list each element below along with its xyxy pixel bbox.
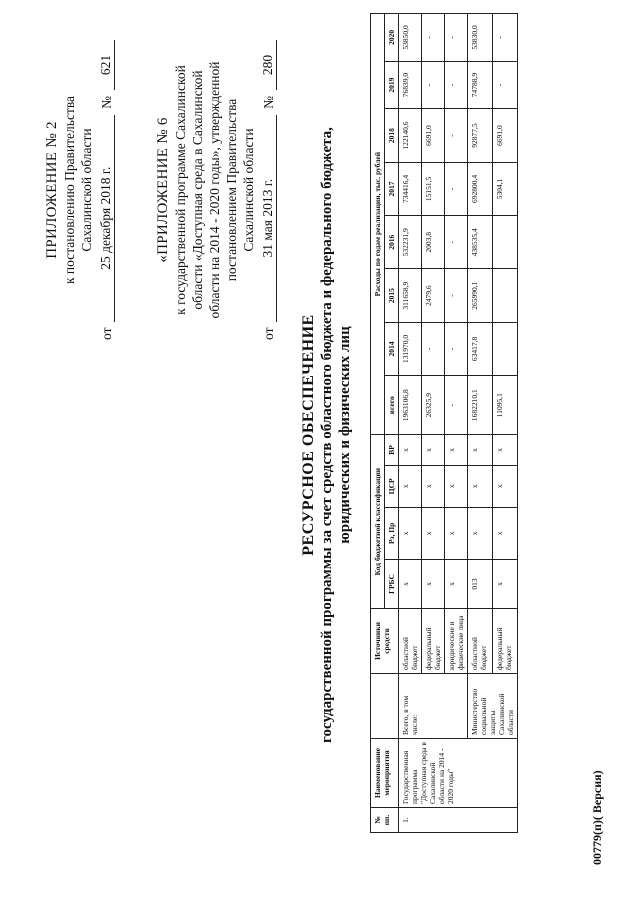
row-source: областной бюджет — [399, 609, 422, 674]
row-source: федеральный бюджет — [422, 609, 445, 674]
cell-year: 122140,6 — [399, 109, 422, 162]
col-num-header: № пп. — [371, 808, 399, 833]
col-rzpr-header: Рз, Пр — [385, 507, 399, 559]
cell-grbs: x — [493, 559, 518, 608]
appendix-2-num-label: № — [99, 96, 114, 109]
row-sub: Министерство социальной защиты Сахалинской области — [468, 674, 518, 739]
cell-year: 131970,0 — [399, 322, 422, 375]
cell-rzpr: x — [445, 507, 468, 559]
cell-vr: x — [445, 435, 468, 466]
cell-csr: x — [445, 465, 468, 507]
appendix-6-header — [155, 40, 277, 340]
cell-year: 92877,5 — [468, 109, 493, 162]
row-sub: Всего, в том числе: — [399, 674, 468, 739]
cell-rzpr: x — [422, 507, 445, 559]
col-year-header: 2018 — [385, 109, 399, 162]
cell-year: 438535,4 — [468, 216, 493, 269]
cell-year — [493, 269, 518, 322]
cell-csr: x — [468, 465, 493, 507]
cell-year: 76839,0 — [399, 61, 422, 109]
appendix-6-from: от — [261, 327, 276, 340]
col-year-header: 2020 — [385, 14, 399, 62]
cell-grbs: 013 — [468, 559, 493, 608]
col-year-header: 2015 — [385, 269, 399, 322]
col-year-header: 2014 — [385, 322, 399, 375]
cell-year — [493, 216, 518, 269]
cell-total: - — [445, 376, 468, 435]
cell-vr: x — [399, 435, 422, 466]
cell-year: - — [493, 61, 518, 109]
cell-year: - — [445, 14, 468, 62]
table-header-row — [371, 14, 385, 833]
appendix-6-num: 280 — [259, 40, 277, 90]
col-vr-header: ВР — [385, 435, 399, 466]
cell-vr: x — [422, 435, 445, 466]
col-year-header: 2016 — [385, 216, 399, 269]
cell-year: 692800,4 — [468, 162, 493, 215]
cell-year — [493, 322, 518, 375]
heading-subtitle-1: государственной программы за счет средств областного бюджета и федерального бюджета, — [319, 127, 335, 743]
cell-year: 311658,9 — [399, 269, 422, 322]
cell-year: - — [422, 14, 445, 62]
col-expenses-header: Расходы по годам реализации, тыс. рублей — [371, 14, 385, 435]
cell-year: - — [493, 14, 518, 62]
appendix-6-line1: к государственной программе Сахалинской — [173, 65, 188, 315]
cell-year: 74788,9 — [468, 61, 493, 109]
cell-year: 53850,0 — [399, 14, 422, 62]
cell-year: - — [445, 162, 468, 215]
cell-rzpr: x — [468, 507, 493, 559]
col-year-header: 2019 — [385, 61, 399, 109]
appendix-2-num: 621 — [97, 40, 115, 90]
cell-csr: x — [399, 465, 422, 507]
cell-year: 532231,9 — [399, 216, 422, 269]
appendix-2-from: от — [99, 327, 114, 340]
row-source: областной бюджет — [468, 609, 493, 674]
cell-grbs: x — [445, 559, 468, 608]
col-name-header: Наименование мероприятия — [371, 739, 399, 808]
cell-rzpr: x — [399, 507, 422, 559]
cell-year: - — [445, 269, 468, 322]
appendix-6-line4: постановлением Правительства — [224, 98, 239, 282]
col-total-header: всего — [385, 376, 399, 435]
appendix-6-date: 31 мая 2013 г. — [259, 115, 277, 322]
cell-year: - — [445, 216, 468, 269]
appendix-6-num-label: № — [261, 96, 276, 109]
row-source: федеральный бюджет — [493, 609, 518, 674]
appendix-6-dateline — [259, 40, 277, 340]
col-source-header: Источники средств — [371, 609, 399, 674]
cell-total: 1682210,1 — [468, 376, 493, 435]
row-name: Государственная программа "Доступная среда в Сахалинской области на 2014 - 2020 годы" — [399, 739, 518, 808]
cell-vr: x — [493, 435, 518, 466]
cell-csr: x — [493, 465, 518, 507]
footer-document-code: 00779(п)( Версия) — [590, 770, 604, 865]
heading-subtitle-2: юридических и физических лиц — [337, 326, 353, 544]
cell-year: - — [422, 322, 445, 375]
cell-year: - — [445, 61, 468, 109]
col-grbs-header: ГРБС — [385, 559, 399, 608]
col-sub-header — [371, 674, 399, 739]
col-csr-header: ЦСР — [385, 465, 399, 507]
cell-year: 15151,5 — [422, 162, 445, 215]
col-code-header: Код бюджетной классификации — [371, 435, 385, 609]
appendix-6-title: «ПРИЛОЖЕНИЕ № 6 — [155, 117, 171, 263]
cell-year: - — [422, 61, 445, 109]
cell-year: 6691,0 — [422, 109, 445, 162]
appendix-2-dateline — [97, 40, 115, 340]
cell-year: 2479,6 — [422, 269, 445, 322]
cell-grbs: x — [399, 559, 422, 608]
appendix-6-line3: области на 2014 - 2020 годы», утвержденной — [207, 61, 222, 319]
col-year-header: 2017 — [385, 162, 399, 215]
appendix-2-header — [44, 40, 115, 340]
cell-year: 265990,1 — [468, 269, 493, 322]
cell-rzpr: x — [493, 507, 518, 559]
cell-year: 734416,4 — [399, 162, 422, 215]
cell-total: 1963106,8 — [399, 376, 422, 435]
document-heading — [300, 115, 354, 755]
cell-year: 63417,8 — [468, 322, 493, 375]
row-source: юридические и физические лица — [445, 609, 468, 674]
appendix-6-line2: области «Доступная среда в Сахалинской — [190, 70, 205, 310]
heading-title: РЕСУРСНОЕ ОБЕСПЕЧЕНИЕ — [300, 314, 317, 556]
cell-year: 6691,0 — [493, 109, 518, 162]
row-num: 1. — [399, 808, 518, 833]
cell-total: 26325,9 — [422, 376, 445, 435]
table-row — [468, 14, 493, 833]
table-row — [399, 14, 422, 833]
cell-total: 11095,1 — [493, 376, 518, 435]
cell-year: 2003,8 — [422, 216, 445, 269]
appendix-2-date: 25 декабря 2018 г. — [97, 115, 115, 322]
appendix-6-line5: Сахалинской области — [241, 128, 256, 252]
cell-year: 5304,1 — [493, 162, 518, 215]
cell-year: - — [445, 109, 468, 162]
appendix-2-title: ПРИЛОЖЕНИЕ № 2 — [44, 121, 60, 259]
cell-grbs: x — [422, 559, 445, 608]
appendix-2-line2: Сахалинской области — [79, 128, 94, 252]
resource-table — [370, 13, 518, 833]
appendix-2-line1: к постановлению Правительства — [62, 95, 77, 285]
cell-csr: x — [422, 465, 445, 507]
cell-vr: x — [468, 435, 493, 466]
cell-year: - — [445, 322, 468, 375]
cell-year: 53830,0 — [468, 14, 493, 62]
